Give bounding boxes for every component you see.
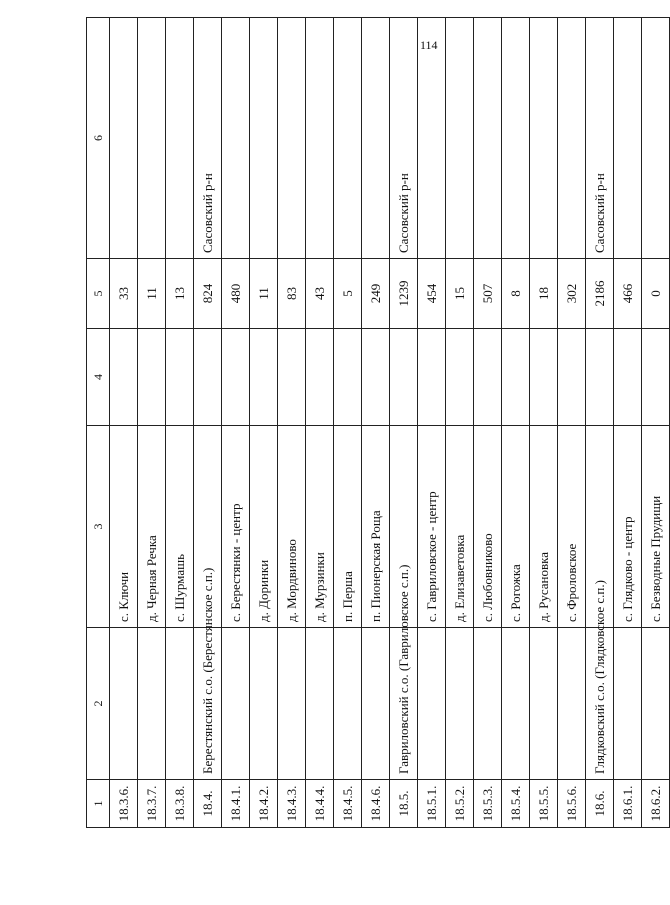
row-number-cell: 18.3.6. (110, 780, 138, 828)
column-4-cell (614, 329, 642, 426)
column-4-cell (110, 329, 138, 426)
district-cell (446, 628, 474, 780)
region-cell (250, 18, 278, 259)
population-cell: 466 (614, 259, 642, 329)
column-4-cell (278, 329, 306, 426)
rotated-content (86, 18, 663, 828)
table-row (474, 18, 502, 828)
district-cell: Берестянский с.о. (Берестянское с.п.) (194, 628, 222, 780)
column-4-cell (334, 329, 362, 426)
settlement-cell: с. Фроловское (558, 426, 586, 628)
row-number-cell: 18.5.2. (446, 780, 474, 828)
district-cell (474, 628, 502, 780)
population-cell: 1239 (390, 259, 418, 329)
region-cell (306, 18, 334, 259)
population-cell: 5 (334, 259, 362, 329)
population-cell: 11 (138, 259, 166, 329)
district-cell (306, 628, 334, 780)
header-cell: 2 (87, 628, 110, 780)
column-4-cell (446, 329, 474, 426)
row-number-cell: 18.3.7. (138, 780, 166, 828)
settlement-cell: д. Черная Речка (138, 426, 166, 628)
header-cell: 4 (87, 329, 110, 426)
region-cell (502, 18, 530, 259)
table-row (222, 18, 250, 828)
district-cell (530, 628, 558, 780)
population-cell: 2186 (586, 259, 614, 329)
settlement-cell: с. Любовниково (474, 426, 502, 628)
table-row (446, 18, 474, 828)
district-cell (502, 628, 530, 780)
table-row (558, 18, 586, 828)
row-number-cell: 18.3.8. (166, 780, 194, 828)
table-row (194, 18, 222, 828)
page-number: 114 (420, 38, 438, 52)
column-4-cell (250, 329, 278, 426)
population-cell: 15 (446, 259, 474, 329)
district-cell: Гавриловский с.о. (Гавриловское с.п.) (390, 628, 418, 780)
table-row (278, 18, 306, 828)
population-cell: 18 (530, 259, 558, 329)
region-cell: Сасовский р-н (194, 18, 222, 259)
region-cell (362, 18, 390, 259)
district-cell (362, 628, 390, 780)
header-row (87, 18, 110, 828)
district-cell (222, 628, 250, 780)
column-4-cell (138, 329, 166, 426)
row-number-cell: 18.6.1. (614, 780, 642, 828)
region-cell (558, 18, 586, 259)
header-cell: 1 (87, 780, 110, 828)
population-cell: 302 (558, 259, 586, 329)
table-row (138, 18, 166, 828)
settlement-cell: с. Шурмашь (166, 426, 194, 628)
column-4-cell (558, 329, 586, 426)
district-cell (614, 628, 642, 780)
population-cell: 43 (306, 259, 334, 329)
table-row (166, 18, 194, 828)
column-4-cell (222, 329, 250, 426)
row-number-cell: 18.4. (194, 780, 222, 828)
district-cell (278, 628, 306, 780)
header-cell: 3 (87, 426, 110, 628)
table-row (250, 18, 278, 828)
row-number-cell: 18.4.2. (250, 780, 278, 828)
table-row (306, 18, 334, 828)
table-row (418, 18, 446, 828)
table-row (586, 18, 614, 828)
column-4-cell (474, 329, 502, 426)
population-cell: 13 (166, 259, 194, 329)
region-cell (222, 18, 250, 259)
district-cell (642, 628, 670, 780)
district-cell (110, 628, 138, 780)
settlement-cell: с. Глядково - центр (614, 426, 642, 628)
population-cell: 0 (642, 259, 670, 329)
column-4-cell (642, 329, 670, 426)
table-row (334, 18, 362, 828)
region-cell (418, 18, 446, 259)
column-4-cell (530, 329, 558, 426)
population-cell: 83 (278, 259, 306, 329)
district-cell (334, 628, 362, 780)
row-number-cell: 18.4.6. (362, 780, 390, 828)
header-cell: 5 (87, 259, 110, 329)
district-cell: Глядковский с.о. (Глядковское с.п.) (586, 628, 614, 780)
column-4-cell (166, 329, 194, 426)
settlement-cell: с. Рогожка (502, 426, 530, 628)
table-row (530, 18, 558, 828)
settlement-cell: д. Елизаветовка (446, 426, 474, 628)
row-number-cell: 18.4.4. (306, 780, 334, 828)
settlement-cell: д. Доринки (250, 426, 278, 628)
district-cell (138, 628, 166, 780)
table-row (110, 18, 138, 828)
column-4-cell (502, 329, 530, 426)
settlement-cell: п. Перша (334, 426, 362, 628)
settlement-cell: д. Мордвиново (278, 426, 306, 628)
region-cell (530, 18, 558, 259)
column-4-cell (586, 329, 614, 426)
row-number-cell: 18.5.6. (558, 780, 586, 828)
settlement-cell: с. Безводные Прудищи (642, 426, 670, 628)
table-row (390, 18, 418, 828)
row-number-cell: 18.5. (390, 780, 418, 828)
population-cell: 11 (250, 259, 278, 329)
region-cell (446, 18, 474, 259)
region-cell (474, 18, 502, 259)
population-cell: 454 (418, 259, 446, 329)
region-cell (334, 18, 362, 259)
column-4-cell (194, 329, 222, 426)
settlement-cell: д. Русановка (530, 426, 558, 628)
population-cell: 480 (222, 259, 250, 329)
column-4-cell (390, 329, 418, 426)
header-cell: 6 (87, 18, 110, 259)
row-number-cell: 18.5.5. (530, 780, 558, 828)
region-cell (166, 18, 194, 259)
region-cell (642, 18, 670, 259)
table-row (502, 18, 530, 828)
population-cell: 824 (194, 259, 222, 329)
population-cell: 33 (110, 259, 138, 329)
row-number-cell: 18.5.4. (502, 780, 530, 828)
population-cell: 249 (362, 259, 390, 329)
region-cell (278, 18, 306, 259)
region-cell (138, 18, 166, 259)
table-row (642, 18, 670, 828)
table-body (87, 18, 670, 828)
district-cell (418, 628, 446, 780)
population-cell: 507 (474, 259, 502, 329)
region-cell: Сасовский р-н (390, 18, 418, 259)
settlement-cell: с. Ключи (110, 426, 138, 628)
row-number-cell: 18.6. (586, 780, 614, 828)
row-number-cell: 18.4.5. (334, 780, 362, 828)
table-row (614, 18, 642, 828)
population-cell: 8 (502, 259, 530, 329)
settlements-table (86, 17, 670, 828)
table-row (362, 18, 390, 828)
district-cell (166, 628, 194, 780)
district-cell (250, 628, 278, 780)
row-number-cell: 18.6.2. (642, 780, 670, 828)
settlement-cell: п. Пионерская Роща (362, 426, 390, 628)
region-cell (614, 18, 642, 259)
row-number-cell: 18.5.1. (418, 780, 446, 828)
settlement-cell: с. Гавриловское - центр (418, 426, 446, 628)
column-4-cell (418, 329, 446, 426)
row-number-cell: 18.4.3. (278, 780, 306, 828)
district-cell (558, 628, 586, 780)
settlement-cell: д. Мурзинки (306, 426, 334, 628)
column-4-cell (306, 329, 334, 426)
settlement-cell: с. Берестянки - центр (222, 426, 250, 628)
row-number-cell: 18.4.1. (222, 780, 250, 828)
column-4-cell (362, 329, 390, 426)
region-cell: Сасовский р-н (586, 18, 614, 259)
region-cell (110, 18, 138, 259)
row-number-cell: 18.5.3. (474, 780, 502, 828)
